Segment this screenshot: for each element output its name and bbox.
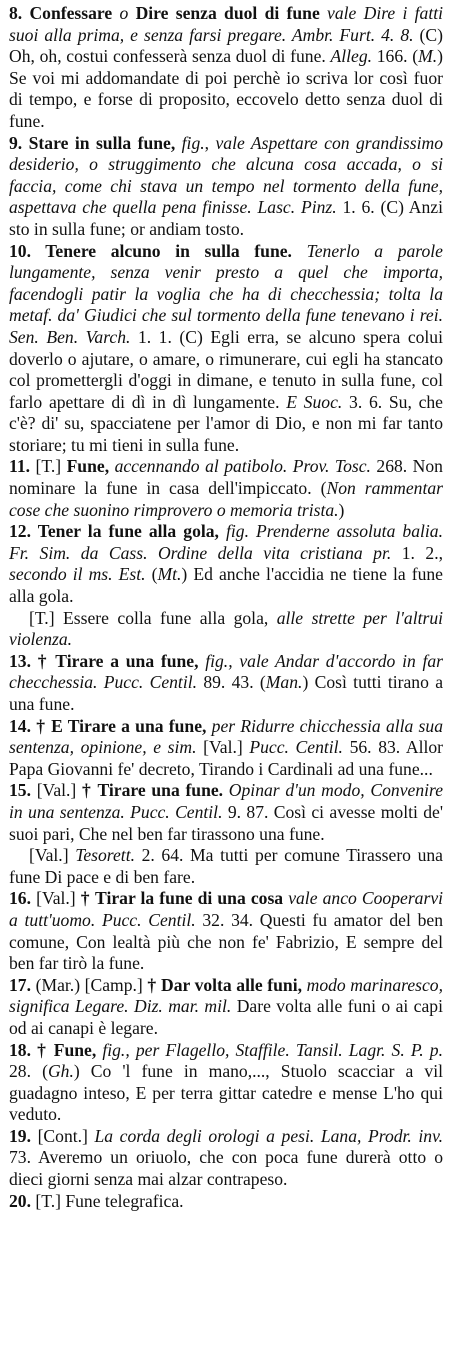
entry-number: 8. (9, 3, 30, 23)
entry-text-segment: alle strette per l'altrui violenza. (9, 607, 444, 650)
entry-text-segment: secondo il ms. Est. (9, 564, 152, 585)
entry-text-segment: fig. (181, 132, 205, 153)
entry-paragraph (9, 521, 443, 607)
entry-text-segment: La corda degli orologi a pesi. Lana, Prodr. inv. (94, 1125, 443, 1146)
entry-text-segment: (C) Oh, oh, costui confesserà senza duol di fune. (9, 24, 443, 67)
entry-text-segment: ) Ed anche l'accidia ne tiene la fune alla gola. (9, 564, 443, 607)
entry-text-segment: † Tirar la fune di una cosa (80, 888, 289, 909)
entry-text-segment: ) Se voi mi addomandate di poi perchè io scriva lor così fuor di tempo, e forse di proposito, eccovelo detto senza duol di fune. (9, 46, 443, 131)
entry-paragraph (9, 1191, 443, 1213)
entry-text-segment: per Ridurre chicchessia alla sua sentenza, opinione, e sim. (9, 715, 443, 758)
entry-text-segment: fig., per Flagello, Staffile. Tansil. Lagr. S. P. p. (102, 1039, 444, 1060)
entry-text-segment: 1. 1. (C) Egli erra, se alcuno spera colui doverlo o ajutare, o amare, o rimunerare, cui egli ha stancato col promettergli d'oggi in dimane, e tenuto in sulla fune, col farlo apettare di dì in dì lungamente. (9, 326, 443, 412)
entry-paragraph (9, 651, 443, 716)
entry-paragraph (9, 456, 443, 521)
entry-number: 9. (9, 132, 29, 153)
entry-text-segment: † Dar volta alle funi, (147, 974, 307, 995)
entry-paragraph (9, 1040, 443, 1126)
entry-text-segment: 28. ( (9, 1061, 48, 1082)
entry-text-segment: [Cont.] (37, 1125, 95, 1146)
entry-text-segment: 2. 64. Ma tutti per comune Tirassero una fune Di pace e di ben fare. (9, 845, 443, 887)
entry-text-segment: o (119, 3, 136, 23)
entry-text-segment: E Suoc. (286, 391, 350, 412)
entry-text-segment: 166. ( (376, 46, 419, 67)
entry-text-segment: [Val.] (36, 780, 82, 801)
entry-text-segment: Tenere alcuno in sulla fune. (45, 240, 307, 261)
entry-text-segment: Opinar d'un modo, Convenire in una sentenza. Pucc. Centil. (9, 780, 444, 822)
entry-text-segment: fig. Prenderne assoluta balia. Fr. Sim. da Cass. Ordine della vita cristiana pr. (9, 521, 443, 563)
entry-text-segment: Pucc. Centil. (249, 737, 350, 758)
entry-text-segment: [Val.] (203, 737, 250, 758)
entry-paragraph (9, 888, 443, 974)
entry-text-segment: 73. Averemo un oriuolo, che con poca fune durerà otto o dieci giorni senza mai alzar contrapeso. (9, 1147, 443, 1190)
entry-paragraph (9, 716, 443, 781)
entry-text-segment: ( (151, 564, 158, 585)
entry-paragraph (9, 133, 443, 241)
entry-text-segment: † E Tirare a una fune, (36, 715, 212, 736)
entry-text-segment: accennando al patibolo. Prov. Tosc. (114, 456, 377, 477)
entry-text-segment: Gh. (47, 1061, 74, 1082)
entry-text-segment: (Mar.) [Camp.] (35, 974, 148, 995)
entry-text-segment: [T.] (35, 456, 67, 477)
entry-number: 17. (9, 974, 36, 995)
entry-text-segment: Dare volta alle funi o ai capi od ai canapi è legare. (9, 996, 443, 1038)
entry-number: 12. (9, 521, 38, 542)
sub-entry-paragraph (9, 845, 443, 888)
entry-text-segment: ) Così tutti tirano a una fune. (9, 672, 443, 714)
entry-text-segment: 89. 43. ( (203, 672, 266, 693)
entry-text-segment: Fune, (66, 456, 115, 477)
entry-text-segment: Stare in sulla fune, (28, 132, 182, 153)
entry-text-segment: Tenerlo a parole lungamente, senza venir presto a quel che importa, facendogli patir la voglia che ha di checchessia; tolta la metaf. da' Giudici che sul tormento della fune tenevano i rei. Sen. Ben. Varch. (9, 240, 443, 347)
entry-paragraph (9, 780, 443, 845)
entry-text-segment: [Val.] (36, 888, 81, 909)
entry-number: 11. (9, 456, 36, 477)
entry-text-segment: † Tirare una fune. (81, 780, 229, 801)
entry-text-segment: vale Dire i fatti suoi alla prima, e senza farsi pregare. Ambr. Furt. 4. 8. (9, 3, 443, 45)
entry-text-segment: 3. 6. Su, che c'è? di' su, spacciatene per l'amor di Dio, e non mi far tanto storiare; tu mi tieni in sulla fune. (9, 391, 443, 455)
entry-text-segment: 56. 83. Allor Papa Giovanni fe' decreto, Tirando i Cardinali ad una fune... (9, 737, 443, 779)
entry-text-segment: [T.] Essere colla fune alla gola, (29, 607, 277, 628)
entry-number: 16. (9, 888, 37, 909)
entry-text-segment: modo marinaresco, significa Legare. Diz. mar. mil. (9, 974, 443, 1017)
entry-text-segment: † Tirare a una fune, (37, 650, 206, 671)
entry-text-segment: [Val.] (29, 845, 76, 866)
sub-entry-paragraph (9, 608, 443, 651)
entry-text-segment: Mt. (157, 564, 182, 585)
entry-number: 15. (9, 780, 37, 801)
entry-text-segment: Tener la fune alla gola, (37, 521, 227, 542)
entry-number: 20. (9, 1190, 36, 1211)
entry-text-segment: [T.] Fune telegrafica. (35, 1190, 184, 1211)
entry-text-segment: Confessare (29, 3, 120, 23)
entry-text-segment: Non rammentar cose che suonino rimprovero o memoria trista. (9, 478, 443, 520)
entry-text-segment: 1. 2., (401, 542, 443, 563)
entry-text-segment: Tesorett. (75, 845, 142, 866)
entry-text-segment: ) Co 'l fune in mano,..., Stuolo scacciar a vil guadagno inteso, E per terra gittar catedre e mense L'ho qui veduto. (9, 1061, 443, 1125)
entry-text-segment: 32. 34. Questi fu amator del ben comune, Con lealtà più che non fe' Fabrizio, E sempre del ben far tirò la fune. (9, 909, 443, 974)
entry-text-segment: vale Aspettare con grandissimo desiderio, o struggimento che alcuna cosa accada, o si faccia, come chi stava un tempo nel tormento della fune, aspettava che quella pena finisse. Lasc. Pinz. (9, 132, 443, 218)
entry-text-segment: 1. 6. (C) Anzi sto in sulla fune; or andiam tosto. (9, 197, 443, 239)
entry-text-segment: , (204, 132, 216, 153)
entry-text-segment: † Fune, (37, 1039, 103, 1060)
entry-paragraph (9, 975, 443, 1040)
entry-paragraph (9, 3, 443, 133)
entry-paragraph (9, 1126, 443, 1191)
entry-number: 13. (9, 650, 38, 671)
entry-text-segment: M. (418, 46, 438, 67)
entry-text-segment: vale anco Cooperarvi a tutt'uomo. Pucc. Centil. (9, 888, 444, 930)
entry-text-segment: Man. (265, 672, 303, 693)
entry-number: 14. (9, 715, 37, 736)
entry-text-segment: 9. 87. Così ci avesse molti de' suoi pari, Che nel ben far tirassono una fune. (9, 801, 443, 844)
entry-text-segment: 268. Non nominare la fune in casa dell'impiccato. ( (9, 456, 443, 499)
entry-text-segment: ) (338, 499, 345, 520)
entry-text-segment: Dire senza duol di fune (135, 3, 328, 23)
entry-text-segment: fig., vale Andar d'accordo in far checchessia. Pucc. Centil. (9, 650, 444, 693)
entry-paragraph (9, 241, 443, 457)
entry-number: 10. (9, 240, 46, 261)
entry-text-segment: Alleg. (330, 46, 377, 67)
entry-number: 19. (9, 1125, 38, 1146)
entry-number: 18. (9, 1039, 38, 1060)
